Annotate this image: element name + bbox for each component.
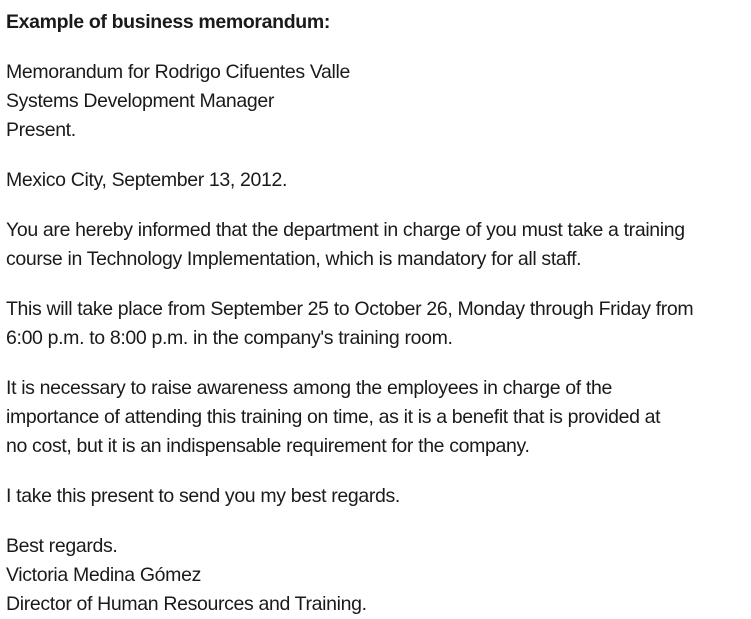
signature-position: Director of Human Resources and Training. xyxy=(6,593,367,615)
signature-block xyxy=(6,532,746,619)
recipient-line-present: Present. xyxy=(6,119,76,141)
paragraph-line: You are hereby informed that the department in charge of you must take a training xyxy=(6,219,685,241)
paragraph-schedule xyxy=(6,295,746,353)
memorandum-document xyxy=(6,8,746,619)
signature-salutation: Best regards. xyxy=(6,535,118,557)
paragraph-training-notice xyxy=(6,216,746,274)
paragraph-line: This will take place from September 25 to October 26, Monday through Friday from xyxy=(6,298,694,320)
memo-date: Mexico City, September 13, 2012. xyxy=(6,169,288,191)
paragraph-line: 6:00 p.m. to 8:00 p.m. in the company's training room. xyxy=(6,327,453,349)
paragraph-awareness xyxy=(6,374,746,461)
paragraph-line: course in Technology Implementation, which is mandatory for all staff. xyxy=(6,248,582,270)
document-title: Example of business memorandum: xyxy=(6,11,330,33)
paragraph-line: It is necessary to raise awareness among the employees in charge of the xyxy=(6,377,612,399)
signature-name: Victoria Medina Gómez xyxy=(6,564,201,586)
recipient-line-position: Systems Development Manager xyxy=(6,90,275,112)
recipient-block xyxy=(6,58,746,145)
closing-sentence: I take this present to send you my best regards. xyxy=(6,485,400,507)
paragraph-line: no cost, but it is an indispensable requirement for the company. xyxy=(6,435,530,457)
recipient-line-name: Memorandum for Rodrigo Cifuentes Valle xyxy=(6,61,351,83)
paragraph-line: importance of attending this training on time, as it is a benefit that is provided at xyxy=(6,406,661,428)
